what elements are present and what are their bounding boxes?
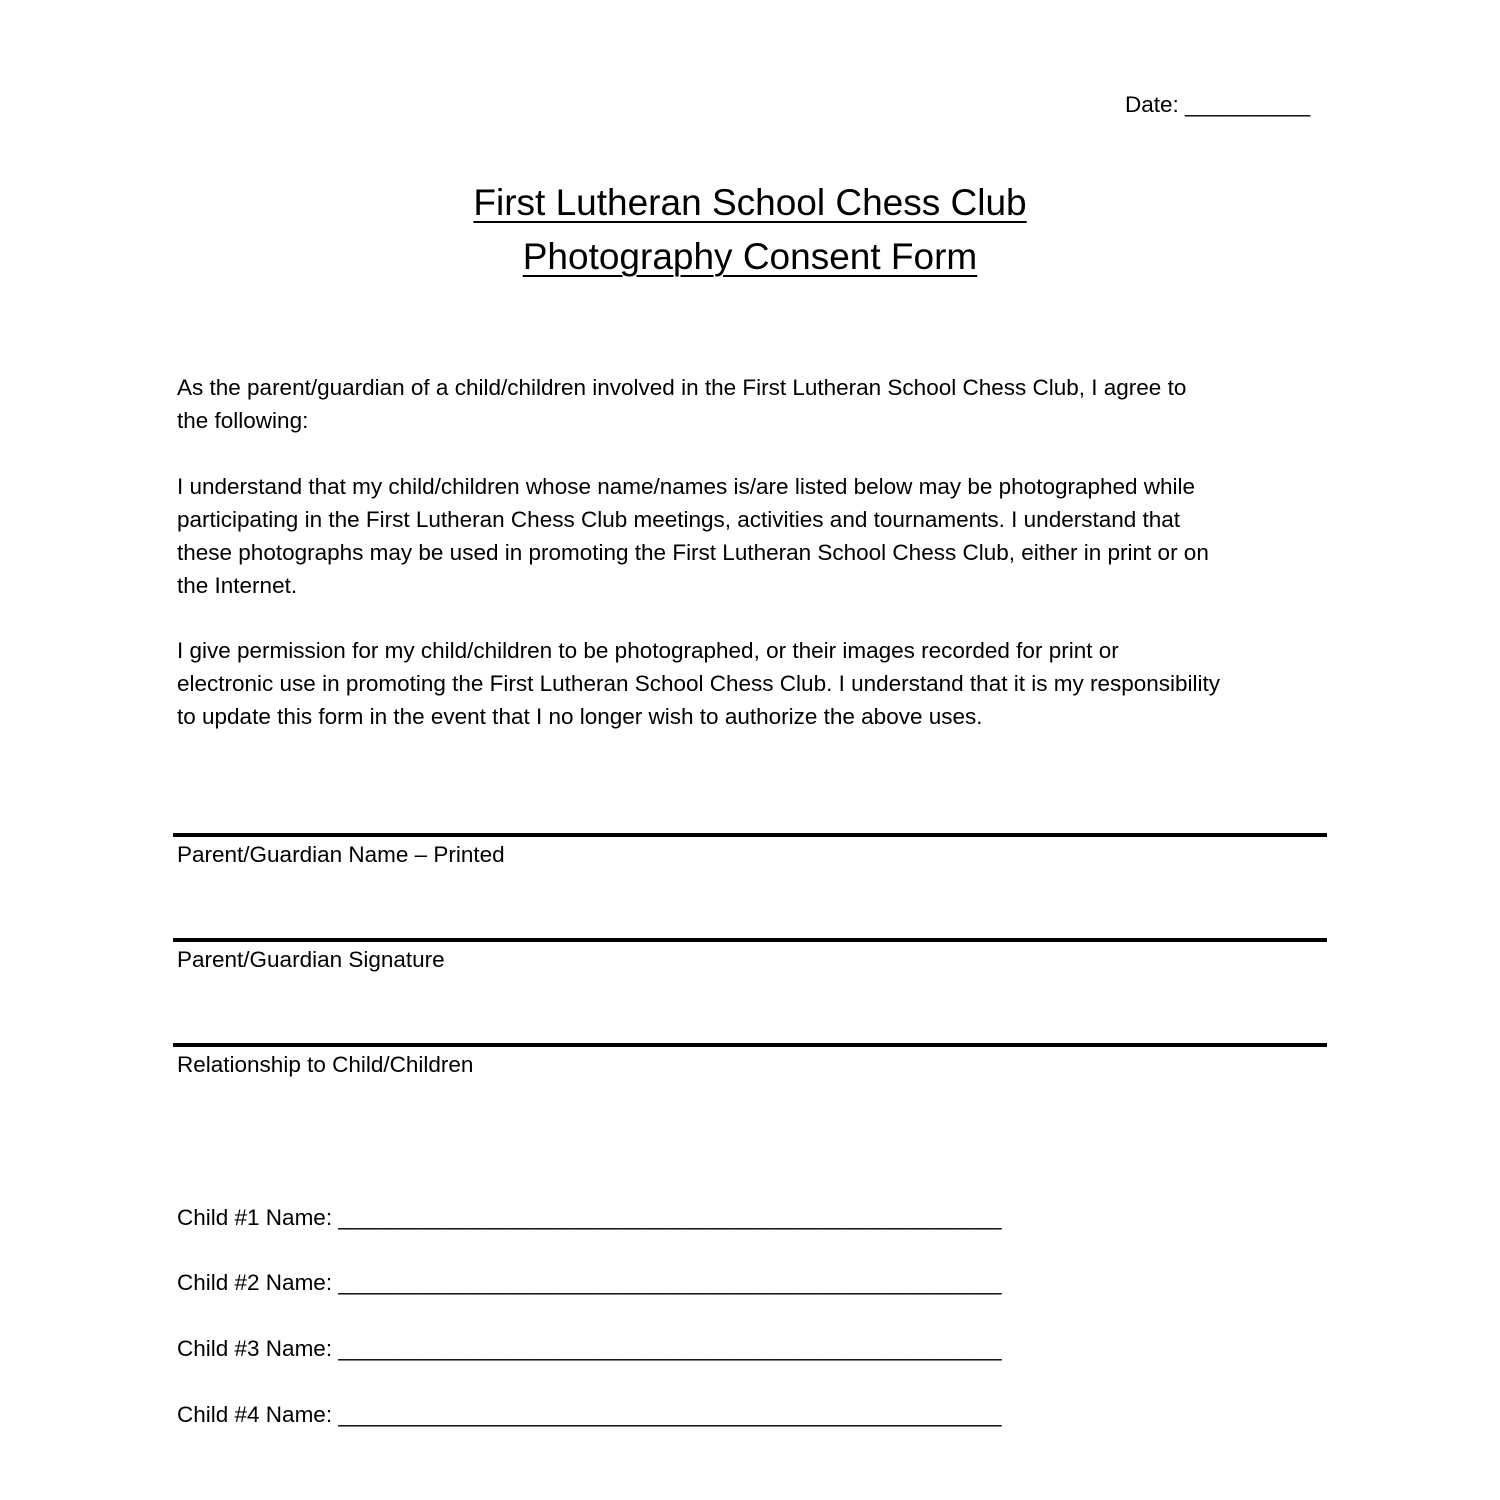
text-line: As the parent/guardian of a child/children involved in the First Lutheran School Chess Club, I agree to <box>177 375 1187 400</box>
relationship-label: Relationship to Child/Children <box>177 1052 474 1077</box>
child-blank[interactable]: _____________________________________________________ <box>338 1270 1002 1295</box>
relationship-line[interactable] <box>173 1043 1327 1047</box>
text-line: the following: <box>177 408 309 433</box>
child-4-field[interactable] <box>177 1398 1002 1431</box>
understanding-paragraph <box>177 470 1209 602</box>
form-title: First Lutheran School Chess Club <box>473 182 1027 223</box>
child-label: Child #2 Name: <box>177 1270 333 1295</box>
printed-name-line[interactable] <box>173 833 1327 837</box>
text-line: I understand that my child/children whose name/names is/are listed below may be photographed while <box>177 474 1196 499</box>
child-blank[interactable]: _____________________________________________________ <box>338 1402 1002 1427</box>
child-2-field[interactable] <box>177 1266 1002 1299</box>
text-line: electronic use in promoting the First Lutheran School Chess Club. I understand that it is my responsibility <box>177 671 1221 696</box>
child-blank[interactable]: _____________________________________________________ <box>338 1205 1002 1230</box>
child-label: Child #3 Name: <box>177 1336 333 1361</box>
text-line: to update this form in the event that I no longer wish to authorize the above uses. <box>177 704 983 729</box>
form-subtitle: Photography Consent Form <box>522 236 978 277</box>
text-line: the Internet. <box>177 573 298 598</box>
date-field[interactable] <box>1125 88 1310 121</box>
intro-paragraph <box>177 371 1186 437</box>
child-1-field[interactable] <box>177 1201 1002 1234</box>
printed-name-label: Parent/Guardian Name – Printed <box>177 842 505 867</box>
signature-label: Parent/Guardian Signature <box>177 947 445 972</box>
date-label: Date: <box>1125 92 1179 117</box>
text-line: I give permission for my child/children to be photographed, or their images recorded for print or <box>177 638 1119 663</box>
child-label: Child #1 Name: <box>177 1205 333 1230</box>
text-line: participating in the First Lutheran Chess Club meetings, activities and tournaments. I understand that <box>177 507 1181 532</box>
text-line: these photographs may be used in promoting the First Lutheran School Chess Club, either in print or on <box>177 540 1209 565</box>
child-blank[interactable]: _____________________________________________________ <box>338 1336 1002 1361</box>
signature-line[interactable] <box>173 938 1327 942</box>
child-3-field[interactable] <box>177 1332 1002 1365</box>
date-blank[interactable]: __________ <box>1185 92 1311 117</box>
permission-paragraph <box>177 634 1220 733</box>
child-label: Child #4 Name: <box>177 1402 333 1427</box>
